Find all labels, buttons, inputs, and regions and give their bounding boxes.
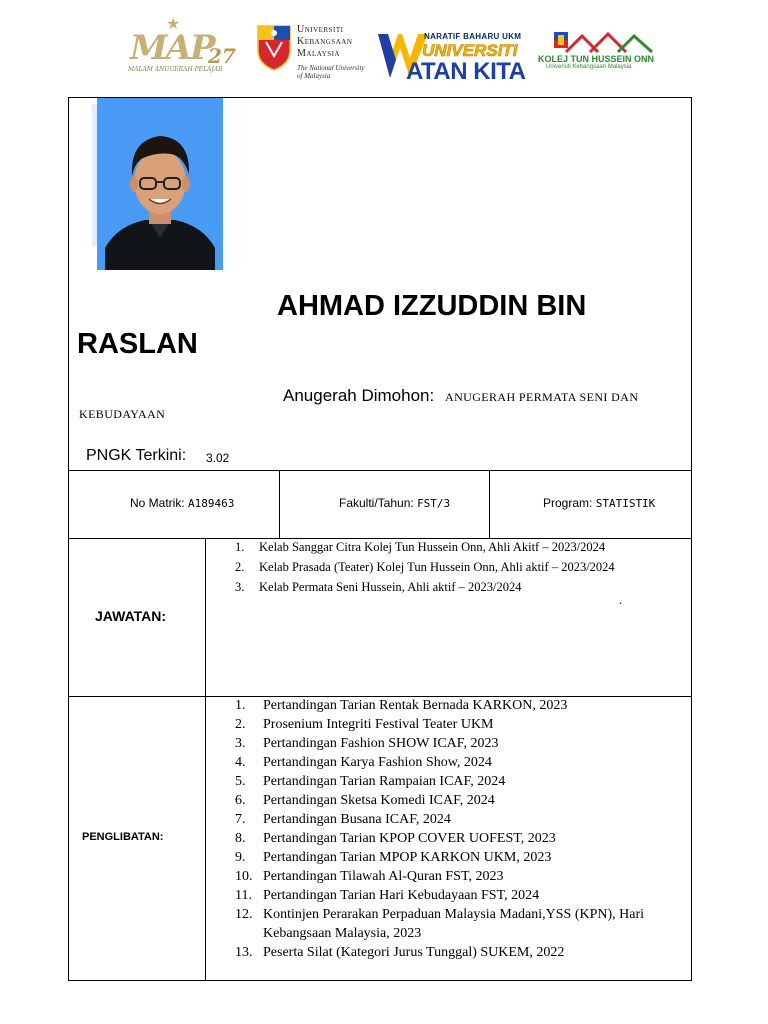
student-name-line2: RASLAN xyxy=(77,328,198,360)
item-text: Kelab Prasada (Teater) Kolej Tun Hussein Onn, Ahli aktif – 2023/2024 xyxy=(259,560,615,574)
student-name-line1: AHMAD IZZUDDIN BIN xyxy=(277,290,587,322)
list-item xyxy=(235,715,691,734)
list-item xyxy=(235,867,691,886)
item-text: Pertandingan Busana ICAF, 2024 xyxy=(263,812,451,827)
penglibatan-list xyxy=(235,696,691,962)
info-separator-1 xyxy=(279,470,280,538)
student-photo xyxy=(97,98,223,270)
item-text: Pertandingan Tarian Rampaian ICAF, 2024 xyxy=(263,774,506,789)
college-name: KOLEJ TUN HUSSEIN ONN xyxy=(538,54,655,64)
pngk-value: 3.02 xyxy=(206,451,230,465)
list-item xyxy=(235,734,691,753)
program-value: STATISTIK xyxy=(595,497,656,510)
map-logo-text: MAP xyxy=(130,28,214,68)
fakulti-label: Fakulti/Tahun: xyxy=(339,496,414,510)
wuk-kita-text: KITA xyxy=(473,58,526,85)
ukm-name-line3: Malaysia xyxy=(297,48,340,59)
map-logo-subtitle: MALAM ANUGERAH PELAJAR xyxy=(128,66,223,73)
item-number: 1. xyxy=(235,540,245,554)
list-item xyxy=(235,772,691,791)
matrik-cell xyxy=(130,496,234,510)
award-value-line1: ANUGERAH PERMATA SENI DAN xyxy=(445,390,639,404)
trailing-mark: . xyxy=(619,593,623,607)
matrik-value: A189463 xyxy=(188,497,235,510)
program-cell xyxy=(543,496,655,510)
list-item xyxy=(235,905,691,943)
item-number: 6. xyxy=(235,793,246,808)
ukm-tagline-line1: The National University xyxy=(297,64,365,72)
item-text: Pertandingan Tarian KPOP COVER UOFEST, 2023 xyxy=(263,831,556,846)
map-award-logo xyxy=(126,14,244,82)
item-number: 12. xyxy=(235,907,253,922)
item-number: 7. xyxy=(235,812,246,827)
item-number: 9. xyxy=(235,850,246,865)
item-number: 10. xyxy=(235,869,253,884)
matrik-label: No Matrik: xyxy=(130,496,185,510)
item-text: Kelab Sanggar Citra Kolej Tun Hussein Onn, Ahli Akitf – 2023/2024 xyxy=(259,540,606,554)
wuk-small-text: NARATIF BAHARU UKM xyxy=(424,32,522,41)
roofs-icon xyxy=(564,32,654,54)
universiti-watan-kita-logo xyxy=(376,30,528,94)
wuk-watan-kita-text xyxy=(406,58,525,86)
list-item xyxy=(235,848,691,867)
pngk-label: PNGK Terkini: xyxy=(86,447,187,464)
item-text: Peserta Silat (Kategori Jurus Tunggal) SUKEM, 2022 xyxy=(263,945,565,960)
item-number: 11. xyxy=(235,888,252,903)
item-text: Pertandingan Tarian Rentak Bernada KARKON, 2023 xyxy=(263,698,568,713)
item-text: Pertandingan Tarian MPOP KARKON UKM, 2023 xyxy=(263,850,552,865)
jawatan-list xyxy=(235,539,691,599)
item-number: 1. xyxy=(235,698,246,713)
list-item xyxy=(235,810,691,829)
list-item xyxy=(235,559,691,575)
list-item xyxy=(235,579,691,595)
ukm-tagline-line2: of Malaysia xyxy=(297,72,331,80)
item-text: Kontinjen Perarakan Perpaduan Malaysia Madani,YSS (KPN), Hari Kebangsaan Malaysia, 2023 xyxy=(263,907,645,941)
list-item xyxy=(235,886,691,905)
info-separator-2 xyxy=(489,470,490,538)
ukm-name xyxy=(297,24,352,60)
item-number: 4. xyxy=(235,755,246,770)
item-text: Kelab Permata Seni Hussein, Ahli aktif – 2023/2024 xyxy=(259,580,522,594)
item-number: 13. xyxy=(235,945,253,960)
list-item xyxy=(235,791,691,810)
wuk-universiti-text: UNIVERSITI xyxy=(422,41,518,60)
item-text: Prosenium Integriti Festival Teater UKM xyxy=(263,717,494,732)
wuk-atan-text: ATAN xyxy=(406,58,468,85)
list-item xyxy=(235,943,691,962)
item-text: Pertandingan Fashion SHOW ICAF, 2023 xyxy=(263,736,499,751)
item-text: Pertandingan Tarian Hari Kebudayaan FST, 2024 xyxy=(263,888,540,903)
college-subname: Universiti Kebangsaan Malaysia xyxy=(546,64,632,70)
list-item xyxy=(235,753,691,772)
item-number: 2. xyxy=(235,560,245,574)
award-value-line2: KEBUDAYAAN xyxy=(79,407,166,421)
item-text: Pertandingan Sketsa Komedi ICAF, 2024 xyxy=(263,793,495,808)
kolej-tun-hussein-onn-logo xyxy=(538,32,662,84)
item-number: 3. xyxy=(235,580,245,594)
award-label: Anugerah Dimohon: xyxy=(283,386,435,405)
map-logo-number: 27 xyxy=(208,44,236,68)
fakulti-value: FST/3 xyxy=(417,497,451,510)
student-portrait-image xyxy=(97,98,223,270)
list-item xyxy=(235,696,691,715)
item-number: 3. xyxy=(235,736,246,751)
item-number: 8. xyxy=(235,831,246,846)
application-form xyxy=(68,97,692,981)
ukm-crest-icon xyxy=(254,22,294,72)
divider-top-info xyxy=(69,470,691,471)
item-number: 2. xyxy=(235,717,246,732)
list-item xyxy=(235,829,691,848)
item-text: Pertandingan Karya Fashion Show, 2024 xyxy=(263,755,492,770)
program-label: Program: xyxy=(543,496,593,510)
ukm-name-line1: Universiti xyxy=(297,24,344,35)
ukm-logo xyxy=(254,22,372,84)
header-logos xyxy=(0,14,768,94)
jawatan-label: JAWATAN: xyxy=(95,608,167,624)
fakulti-cell xyxy=(339,496,450,510)
list-item xyxy=(235,539,691,555)
penglibatan-label: PENGLIBATAN: xyxy=(82,831,164,843)
ukm-name-line2: Kebangsaan xyxy=(297,36,353,47)
crown-icon: ★ xyxy=(166,16,181,33)
item-number: 5. xyxy=(235,774,246,789)
ukm-tagline xyxy=(297,64,365,80)
item-text: Pertandingan Tilawah Al-Quran FST, 2023 xyxy=(263,869,504,884)
label-column-separator xyxy=(205,538,206,981)
